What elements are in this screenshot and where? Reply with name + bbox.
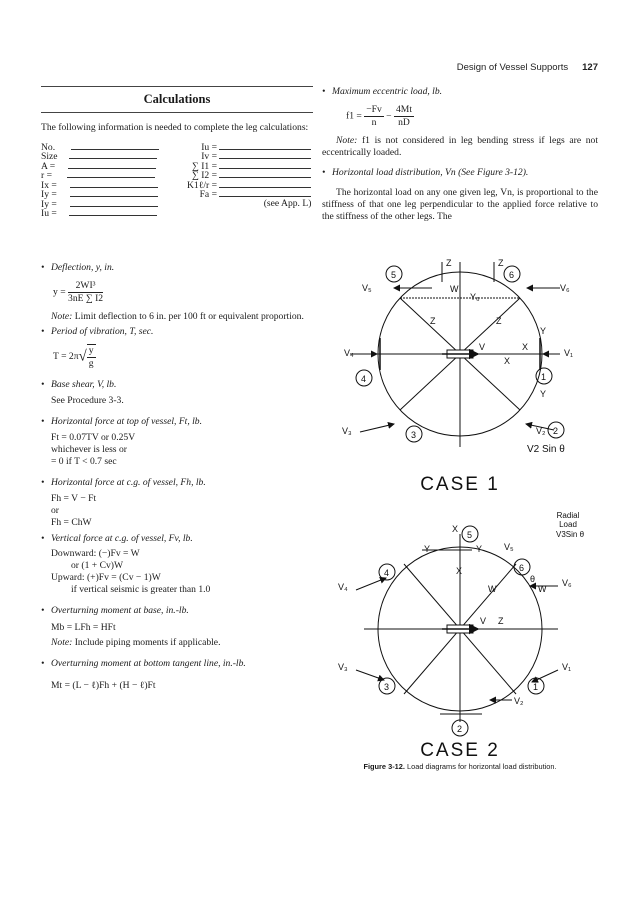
field-label: Iv = — [201, 151, 217, 163]
field-label: r = — [41, 170, 53, 182]
figure-caption — [322, 762, 598, 771]
svg-text:Y: Y — [476, 544, 483, 554]
force-top-heading: • Horizontal force at top of vessel, Ft, lb. — [41, 416, 202, 428]
field-label: K1ℓ/r = — [187, 179, 217, 191]
svg-text:V₂: V₂ — [536, 426, 546, 436]
period-heading: • Period of vibration, T, sec. — [41, 325, 154, 337]
svg-text:3: 3 — [411, 430, 417, 440]
svg-text:V₁: V₁ — [562, 662, 572, 672]
svg-text:X: X — [504, 356, 511, 366]
svg-text:V: V — [479, 342, 486, 352]
fields-right — [181, 141, 311, 208]
horizontal-text: The horizontal load on any one given leg, Vn, is proportional to the stiffness of that one leg perpendicular to the applied force relative to the stiffness of the other legs. The — [322, 186, 598, 222]
field-label: Iu = — [41, 208, 57, 220]
base-shear-heading: • Base shear, V, lb. — [41, 378, 117, 390]
svg-text:V₂: V₂ — [514, 696, 524, 706]
field-label: Size — [41, 151, 58, 163]
fields-block — [41, 141, 313, 253]
svg-text:2: 2 — [457, 724, 463, 734]
eccentric-heading: • Maximum eccentric load, lb. — [322, 86, 443, 97]
svg-text:Y: Y — [540, 389, 547, 399]
running-header — [320, 62, 598, 73]
fields-left — [41, 141, 159, 220]
caption-number: Figure 3-12. — [363, 762, 405, 771]
case1-label: CASE 1 — [420, 474, 500, 495]
svg-text:V₆: V₆ — [562, 578, 572, 588]
svg-text:Y: Y — [424, 544, 431, 554]
radial-label-1: Radial — [556, 511, 580, 520]
field-label: A = — [41, 160, 56, 172]
svg-text:4: 4 — [361, 374, 367, 384]
intro-text: The following information is needed to complete the leg calculations: — [41, 121, 309, 133]
svg-text:V₄: V₄ — [344, 348, 354, 358]
force-cg-heading: • Horizontal force at c.g. of vessel, Fh, lb. — [41, 477, 206, 489]
eccentric-note: Note: f1 is not considered in leg bending stress if legs are not eccentrically loaded. — [322, 134, 598, 158]
deflection-equation: y = $\frac{\text{2WI³}}{3nE \sum I2}$ — [53, 279, 104, 304]
svg-text:6: 6 — [509, 270, 515, 280]
v3-sin-theta-label: V3Sin θ — [556, 530, 585, 539]
v2-sin-theta-label: V2 Sin θ — [527, 444, 565, 455]
horizontal-heading: • Horizontal load distribution, Vn (See Figure 3-12). — [322, 166, 529, 178]
overturning-tangent-line: Mt = (L − ℓ)Fh + (H − ℓ)Ft — [51, 680, 156, 692]
svg-text:Z: Z — [498, 258, 504, 268]
deflection-note: Note: Limit deflection to 6 in. per 100 ft or equivalent proportion. — [51, 310, 304, 322]
field-label: Iy = — [41, 189, 57, 201]
overturning-base-line: Mb = LFh = HFt — [51, 622, 116, 634]
overturning-tangent-heading: • Overturning moment at bottom tangent line, in.-lb. — [41, 658, 246, 670]
fields-note: (see App. L) — [263, 197, 312, 209]
svg-text:Z: Z — [496, 316, 502, 326]
overturning-base-heading: • Overturning moment at base, in.-lb. — [41, 605, 189, 617]
svg-text:Y: Y — [540, 326, 547, 336]
svg-text:V₅: V₅ — [362, 283, 372, 293]
svg-text:W: W — [488, 584, 497, 594]
base-shear-text: See Procedure 3-3. — [51, 395, 124, 407]
svg-text:5: 5 — [467, 530, 473, 540]
svg-text:W: W — [450, 284, 459, 294]
left-column — [41, 86, 313, 692]
svg-text:X: X — [456, 566, 463, 576]
svg-text:θ: θ — [530, 574, 536, 584]
field-label: No. — [41, 141, 56, 153]
field-label: ∑ I1 = — [191, 160, 217, 172]
svg-text:V₅: V₅ — [504, 542, 514, 552]
overturning-base-note: Note: Include piping moments if applicable. — [51, 637, 221, 649]
svg-text:3: 3 — [384, 682, 390, 692]
svg-text:Y₆: Y₆ — [470, 292, 480, 302]
svg-text:Z: Z — [498, 616, 504, 626]
svg-text:W: W — [538, 584, 547, 594]
right-column — [322, 86, 598, 223]
svg-text:5: 5 — [391, 270, 397, 280]
svg-text:X: X — [452, 524, 459, 534]
svg-text:1: 1 — [541, 372, 547, 382]
vertical-lines: Downward: (−)Fv = W or (1 + Cv)W Upward: (+)Fv = (Cv − 1)W if vertical seismic is greater than 1.0 — [51, 548, 211, 596]
svg-text:X: X — [522, 342, 529, 352]
period-equation: T = 2π√ $\frac{y}{g}$ — [53, 344, 94, 369]
svg-text:V₃: V₃ — [338, 662, 348, 672]
force-top-lines: Ft = 0.07TV or 0.25V whichever is less or = 0 if T < 0.7 sec — [51, 432, 136, 468]
svg-text:6: 6 — [519, 563, 525, 573]
svg-text:V₄: V₄ — [338, 582, 348, 592]
deflection-heading: • Deflection, y, in. — [41, 261, 115, 273]
svg-text:V₆: V₆ — [560, 283, 570, 293]
radial-label-2: Load — [559, 520, 577, 529]
svg-text:Z: Z — [430, 316, 436, 326]
caption-text: Load diagrams for horizontal load distribution. — [407, 762, 557, 771]
svg-text:2: 2 — [553, 426, 559, 436]
case2-label: CASE 2 — [420, 740, 500, 761]
case1-labels — [342, 258, 573, 440]
field-label: Iu = — [201, 141, 217, 153]
force-cg-lines: Fh = V − Ft or Fh = ChW — [51, 493, 97, 529]
svg-text:1: 1 — [533, 682, 539, 692]
field-label: Fa = — [199, 189, 217, 201]
field-label: ∑ I2 = — [191, 170, 217, 182]
load-diagram-figure — [322, 252, 598, 762]
field-label: Iy = — [41, 198, 57, 210]
svg-text:4: 4 — [384, 568, 390, 578]
vertical-heading: • Vertical force at c.g. of vessel, Fv, lb. — [41, 533, 193, 545]
svg-text:V₃: V₃ — [342, 426, 352, 436]
case2-diagram — [356, 526, 558, 736]
eccentric-equation: f1 = $\frac{-Fv}{n}$ − $\frac{4Mt}{nD}$ — [346, 103, 412, 128]
page-number: 127 — [582, 62, 598, 73]
svg-text:Z: Z — [446, 258, 452, 268]
running-title: Design of Vessel Supports — [456, 62, 569, 73]
field-label: Ix = — [41, 179, 57, 191]
calculations-title: Calculations — [41, 87, 313, 113]
svg-text:V₁: V₁ — [564, 348, 574, 358]
svg-text:V: V — [480, 616, 487, 626]
